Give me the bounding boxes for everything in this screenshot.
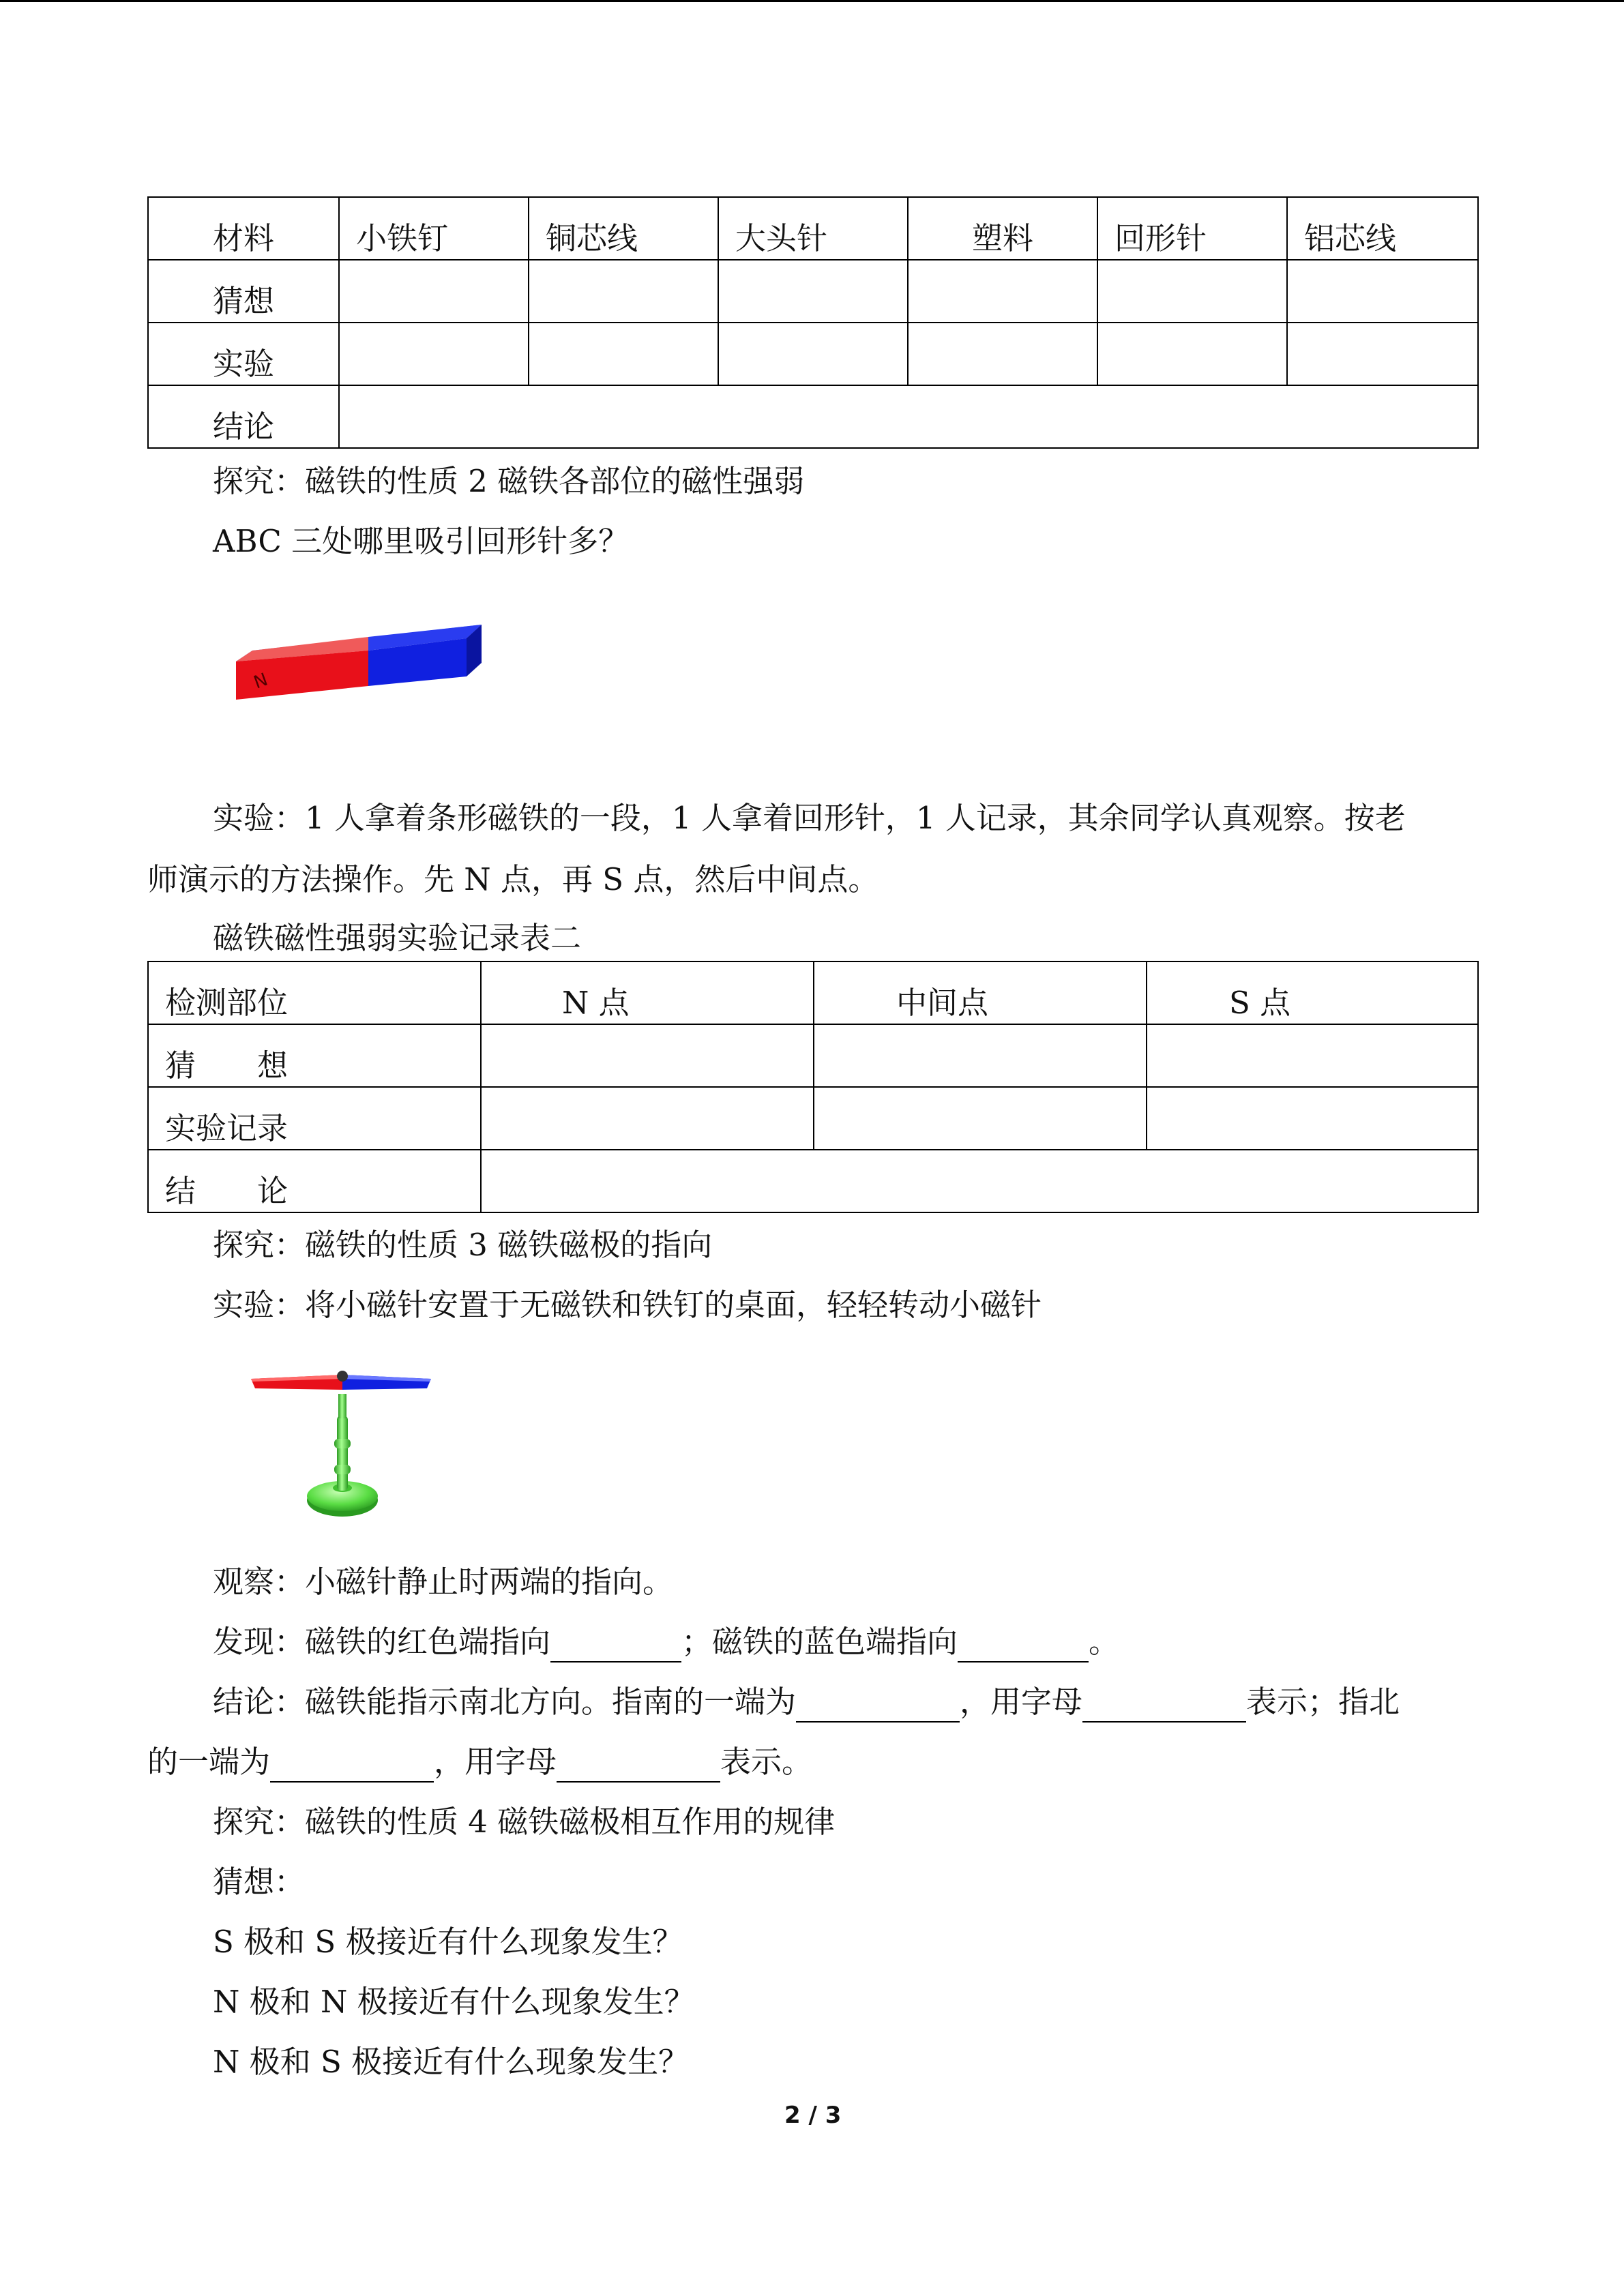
table-header-cell: S 点 — [1147, 961, 1478, 1024]
answer-cell[interactable] — [529, 260, 718, 323]
magnet-strength-table — [147, 961, 1479, 1213]
table-header-cell: 铝芯线 — [1287, 197, 1478, 260]
finding-text: 。 — [1089, 1624, 1120, 1660]
guess-label: 猜想： — [213, 1864, 306, 1900]
answer-cell[interactable] — [814, 1087, 1147, 1150]
table-header-cell: 材料 — [148, 197, 339, 260]
fill-blank[interactable] — [270, 1750, 434, 1783]
answer-cell[interactable] — [718, 260, 908, 323]
table-header-cell: N 点 — [481, 961, 814, 1024]
answer-cell[interactable] — [1287, 323, 1478, 385]
compass-needle-image — [246, 1364, 437, 1527]
fill-blank[interactable] — [1082, 1690, 1246, 1723]
experiment-text: 师演示的方法操作。先 N 点，再 S 点，然后中间点。 — [147, 861, 879, 897]
table-row — [148, 323, 1478, 385]
row-label: 实验 — [148, 323, 339, 385]
answer-cell[interactable] — [1097, 323, 1287, 385]
answer-cell[interactable] — [908, 323, 1097, 385]
conclusion-text: 结论：磁铁能指示南北方向。指南的一端为 — [213, 1684, 797, 1720]
fill-blank[interactable] — [557, 1750, 720, 1783]
table-header-cell: 回形针 — [1097, 197, 1287, 260]
section-heading: 探究：磁铁的性质 3 磁铁磁极的指向 — [213, 1227, 713, 1263]
experiment-text: 实验：1 人拿着条形磁铁的一段，1 人拿着回形针，1 人记录，其余同学认真观察。按老 — [213, 800, 1406, 836]
row-label: 实验记录 — [148, 1087, 481, 1150]
section-heading: 探究：磁铁的性质 4 磁铁磁极相互作用的规律 — [213, 1804, 836, 1840]
answer-cell[interactable] — [1147, 1024, 1478, 1087]
fill-blank[interactable] — [550, 1630, 681, 1663]
answer-cell[interactable] — [481, 1024, 814, 1087]
table-row — [148, 385, 1478, 448]
fill-blank[interactable] — [796, 1690, 960, 1723]
section-heading: 探究：磁铁的性质 2 磁铁各部位的磁性强弱 — [213, 463, 805, 499]
answer-cell[interactable] — [908, 260, 1097, 323]
table-header-cell: 大头针 — [718, 197, 908, 260]
answer-cell[interactable] — [1147, 1087, 1478, 1150]
question-text: ABC 三处哪里吸引回形针多？ — [213, 523, 630, 559]
conclusion-text: 的一端为 — [147, 1744, 271, 1780]
table-row — [148, 260, 1478, 323]
question-text: N 极和 S 极接近有什么现象发生？ — [213, 2044, 690, 2080]
table-header-cell: 塑料 — [908, 197, 1097, 260]
conclusion-text: 表示。 — [720, 1744, 813, 1780]
magnet-pole-letter: N — [251, 669, 271, 694]
row-label: 猜 想 — [148, 1024, 481, 1087]
conclusion-text: 表示；指北 — [1246, 1684, 1400, 1720]
observe-text: 观察：小磁针静止时两端的指向。 — [213, 1564, 674, 1600]
answer-cell[interactable] — [339, 323, 529, 385]
page-top-border — [0, 0, 1624, 2]
conclusion-text: ，用字母 — [434, 1744, 557, 1780]
materials-table — [147, 196, 1479, 449]
answer-cell[interactable] — [339, 260, 529, 323]
table-row — [148, 197, 1478, 260]
answer-cell[interactable] — [814, 1024, 1147, 1087]
row-label: 猜想 — [148, 260, 339, 323]
answer-cell[interactable] — [1097, 260, 1287, 323]
table-row — [148, 961, 1478, 1024]
answer-cell[interactable] — [481, 1087, 814, 1150]
conclusion-cell[interactable] — [481, 1150, 1478, 1212]
experiment-text: 实验：将小磁针安置于无磁铁和铁钉的桌面，轻轻转动小磁针 — [213, 1287, 1042, 1323]
table-header-cell: 铜芯线 — [529, 197, 718, 260]
row-label: 结 论 — [148, 1150, 481, 1212]
answer-cell[interactable] — [718, 323, 908, 385]
question-text: S 极和 S 极接近有什么现象发生？ — [213, 1924, 683, 1960]
conclusion-text: ，用字母 — [960, 1684, 1083, 1720]
fill-blank[interactable] — [958, 1630, 1089, 1663]
finding-line — [213, 1622, 1119, 1663]
conclusion-line — [147, 1742, 812, 1783]
finding-text: 发现：磁铁的红色端指向 — [213, 1624, 551, 1660]
finding-text: ；磁铁的蓝色端指向 — [681, 1624, 958, 1660]
answer-cell[interactable] — [1287, 260, 1478, 323]
bar-magnet-image — [232, 621, 486, 709]
table-header-cell: 检测部位 — [148, 961, 481, 1024]
answer-cell[interactable] — [529, 323, 718, 385]
question-text: N 极和 N 极接近有什么现象发生？ — [213, 1984, 695, 2020]
conclusion-line — [213, 1682, 1400, 1723]
table-header-cell: 小铁钉 — [339, 197, 529, 260]
table-header-cell: 中间点 — [814, 961, 1147, 1024]
table-title: 磁铁磁性强弱实验记录表二 — [213, 920, 582, 956]
row-label: 结论 — [148, 385, 339, 448]
table-row — [148, 1024, 1478, 1087]
conclusion-cell[interactable] — [339, 385, 1478, 448]
table-row — [148, 1150, 1478, 1212]
page-number: 2 / 3 — [784, 2102, 842, 2129]
table-row — [148, 1087, 1478, 1150]
